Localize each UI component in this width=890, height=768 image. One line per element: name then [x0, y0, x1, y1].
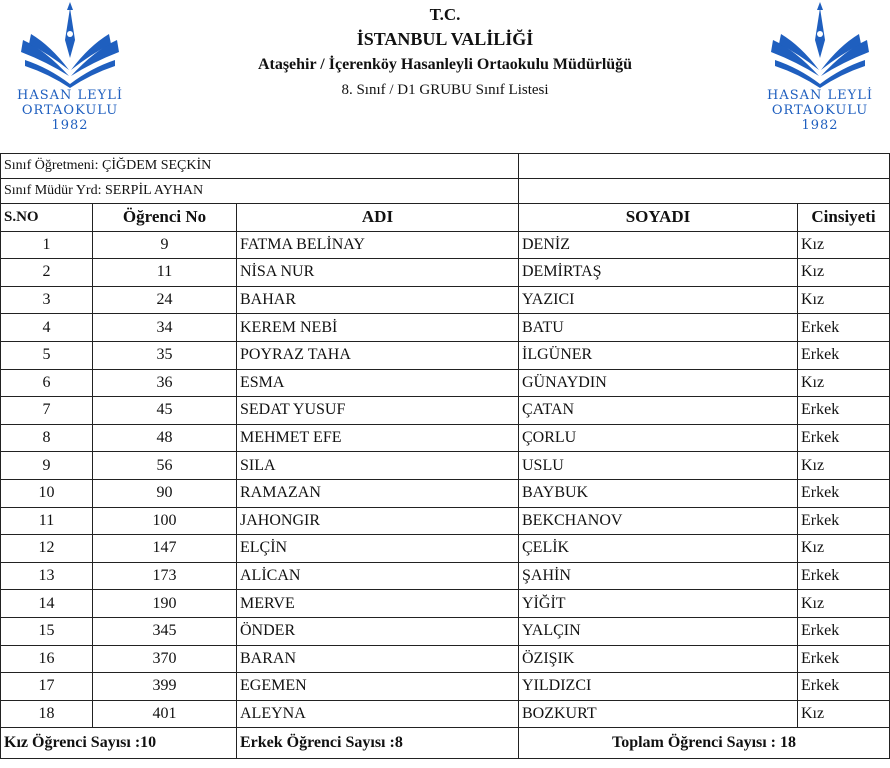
book-pen-icon	[15, 0, 125, 88]
student-name: BAHAR	[237, 286, 519, 314]
school-logo-right	[750, 0, 890, 145]
student-name: ÖNDER	[237, 617, 519, 645]
student-gender: Kız	[798, 535, 890, 563]
row-number: 11	[1, 507, 93, 535]
student-number: 190	[93, 590, 237, 618]
student-gender: Erkek	[798, 424, 890, 452]
row-number: 5	[1, 341, 93, 369]
student-name: ESMA	[237, 369, 519, 397]
logo-year: 1982	[51, 118, 89, 133]
student-gender: Erkek	[798, 645, 890, 673]
book-pen-icon	[765, 0, 875, 88]
student-number: 90	[93, 479, 237, 507]
student-gender: Erkek	[798, 314, 890, 342]
student-number: 36	[93, 369, 237, 397]
student-gender: Erkek	[798, 562, 890, 590]
col-header-sno: S.NO	[1, 204, 93, 232]
student-number: 11	[93, 259, 237, 287]
row-number: 9	[1, 452, 93, 480]
table-row	[1, 259, 890, 287]
table-row	[1, 590, 890, 618]
teacher-row	[1, 154, 890, 179]
boys-count: Erkek Öğrenci Sayısı :8	[237, 728, 519, 759]
teacher-extra-cell	[519, 154, 890, 179]
student-name: FATMA BELİNAY	[237, 231, 519, 259]
student-surname: DEMİRTAŞ	[519, 259, 798, 287]
student-surname: YILDIZCI	[519, 673, 798, 701]
row-number: 10	[1, 479, 93, 507]
student-name: MEHMET EFE	[237, 424, 519, 452]
student-gender: Erkek	[798, 673, 890, 701]
student-number: 24	[93, 286, 237, 314]
student-gender: Kız	[798, 259, 890, 287]
vice-extra-cell	[519, 179, 890, 204]
summary-row	[1, 728, 890, 759]
row-number: 1	[1, 231, 93, 259]
student-name: EGEMEN	[237, 673, 519, 701]
student-surname: USLU	[519, 452, 798, 480]
table-row	[1, 507, 890, 535]
student-name: POYRAZ TAHA	[237, 341, 519, 369]
table-row	[1, 617, 890, 645]
student-surname: BATU	[519, 314, 798, 342]
student-gender: Erkek	[798, 397, 890, 425]
student-surname: İLGÜNER	[519, 341, 798, 369]
student-number: 100	[93, 507, 237, 535]
student-surname: BOZKURT	[519, 700, 798, 728]
row-number: 15	[1, 617, 93, 645]
table-row	[1, 452, 890, 480]
table-row	[1, 673, 890, 701]
student-surname: YALÇIN	[519, 617, 798, 645]
row-number: 13	[1, 562, 93, 590]
col-header-surname: SOYADI	[519, 204, 798, 232]
col-header-name: ADI	[237, 204, 519, 232]
student-number: 399	[93, 673, 237, 701]
table-row	[1, 535, 890, 563]
class-teacher: Sınıf Öğretmeni: ÇİĞDEM SEÇKİN	[1, 154, 519, 179]
table-row	[1, 479, 890, 507]
student-number: 56	[93, 452, 237, 480]
student-number: 401	[93, 700, 237, 728]
student-name: ELÇİN	[237, 535, 519, 563]
row-number: 14	[1, 590, 93, 618]
logo-name-line2: ORTAOKULU	[21, 103, 119, 118]
student-name: JAHONGIR	[237, 507, 519, 535]
vice-principal: Sınıf Müdür Yrd: SERPİL AYHAN	[1, 179, 519, 204]
school-logo-left	[0, 0, 140, 145]
header-school: Ataşehir / İçerenköy Hasanleyli Ortaokulu Müdürlüğü	[257, 56, 633, 73]
table-header-row	[1, 204, 890, 232]
student-number: 147	[93, 535, 237, 563]
student-gender: Kız	[798, 700, 890, 728]
document-header	[140, 0, 750, 102]
student-gender: Erkek	[798, 507, 890, 535]
student-name: SEDAT YUSUF	[237, 397, 519, 425]
logo-name-line1: HASAN LEYLİ	[767, 88, 873, 103]
student-name: RAMAZAN	[237, 479, 519, 507]
row-number: 12	[1, 535, 93, 563]
row-number: 3	[1, 286, 93, 314]
student-number: 34	[93, 314, 237, 342]
row-number: 2	[1, 259, 93, 287]
student-gender: Erkek	[798, 617, 890, 645]
student-surname: YAZICI	[519, 286, 798, 314]
row-number: 7	[1, 397, 93, 425]
col-header-student-no: Öğrenci No	[93, 204, 237, 232]
student-surname: ÇELİK	[519, 535, 798, 563]
student-surname: GÜNAYDIN	[519, 369, 798, 397]
student-name: KEREM NEBİ	[237, 314, 519, 342]
logo-year: 1982	[801, 118, 839, 133]
student-surname: BAYBUK	[519, 479, 798, 507]
student-gender: Kız	[798, 590, 890, 618]
table-row	[1, 397, 890, 425]
student-number: 173	[93, 562, 237, 590]
table-row	[1, 562, 890, 590]
table-row	[1, 424, 890, 452]
header-country: T.C.	[429, 5, 461, 24]
student-number: 370	[93, 645, 237, 673]
student-surname: ŞAHİN	[519, 562, 798, 590]
student-gender: Erkek	[798, 479, 890, 507]
row-number: 6	[1, 369, 93, 397]
student-name: ALİCAN	[237, 562, 519, 590]
total-count: Toplam Öğrenci Sayısı : 18	[519, 728, 890, 759]
student-gender: Kız	[798, 452, 890, 480]
student-gender: Kız	[798, 231, 890, 259]
table-row	[1, 369, 890, 397]
student-surname: ÇORLU	[519, 424, 798, 452]
student-number: 35	[93, 341, 237, 369]
student-number: 45	[93, 397, 237, 425]
student-gender: Kız	[798, 369, 890, 397]
table-row	[1, 314, 890, 342]
student-name: NİSA NUR	[237, 259, 519, 287]
header-class: 8. Sınıf / D1 GRUBU Sınıf Listesi	[341, 82, 549, 98]
student-surname: ÇATAN	[519, 397, 798, 425]
col-header-gender: Cinsiyeti	[798, 204, 890, 232]
student-surname: ÖZIŞIK	[519, 645, 798, 673]
table-row	[1, 286, 890, 314]
row-number: 16	[1, 645, 93, 673]
logo-name-line1: HASAN LEYLİ	[17, 88, 123, 103]
student-number: 48	[93, 424, 237, 452]
table-row	[1, 645, 890, 673]
student-surname: YİĞİT	[519, 590, 798, 618]
row-number: 18	[1, 700, 93, 728]
row-number: 4	[1, 314, 93, 342]
student-name: MERVE	[237, 590, 519, 618]
student-number: 345	[93, 617, 237, 645]
student-name: SILA	[237, 452, 519, 480]
student-gender: Erkek	[798, 341, 890, 369]
row-number: 8	[1, 424, 93, 452]
student-number: 9	[93, 231, 237, 259]
class-list-table	[0, 153, 890, 759]
table-row	[1, 231, 890, 259]
row-number: 17	[1, 673, 93, 701]
student-surname: DENİZ	[519, 231, 798, 259]
header-governorship: İSTANBUL VALİLİĞİ	[356, 29, 534, 49]
table-row	[1, 700, 890, 728]
logo-name-line2: ORTAOKULU	[771, 103, 869, 118]
vice-principal-row	[1, 179, 890, 204]
student-surname: BEKCHANOV	[519, 507, 798, 535]
student-name: BARAN	[237, 645, 519, 673]
student-name: ALEYNA	[237, 700, 519, 728]
girls-count: Kız Öğrenci Sayısı :10	[1, 728, 237, 759]
table-row	[1, 341, 890, 369]
student-gender: Kız	[798, 286, 890, 314]
